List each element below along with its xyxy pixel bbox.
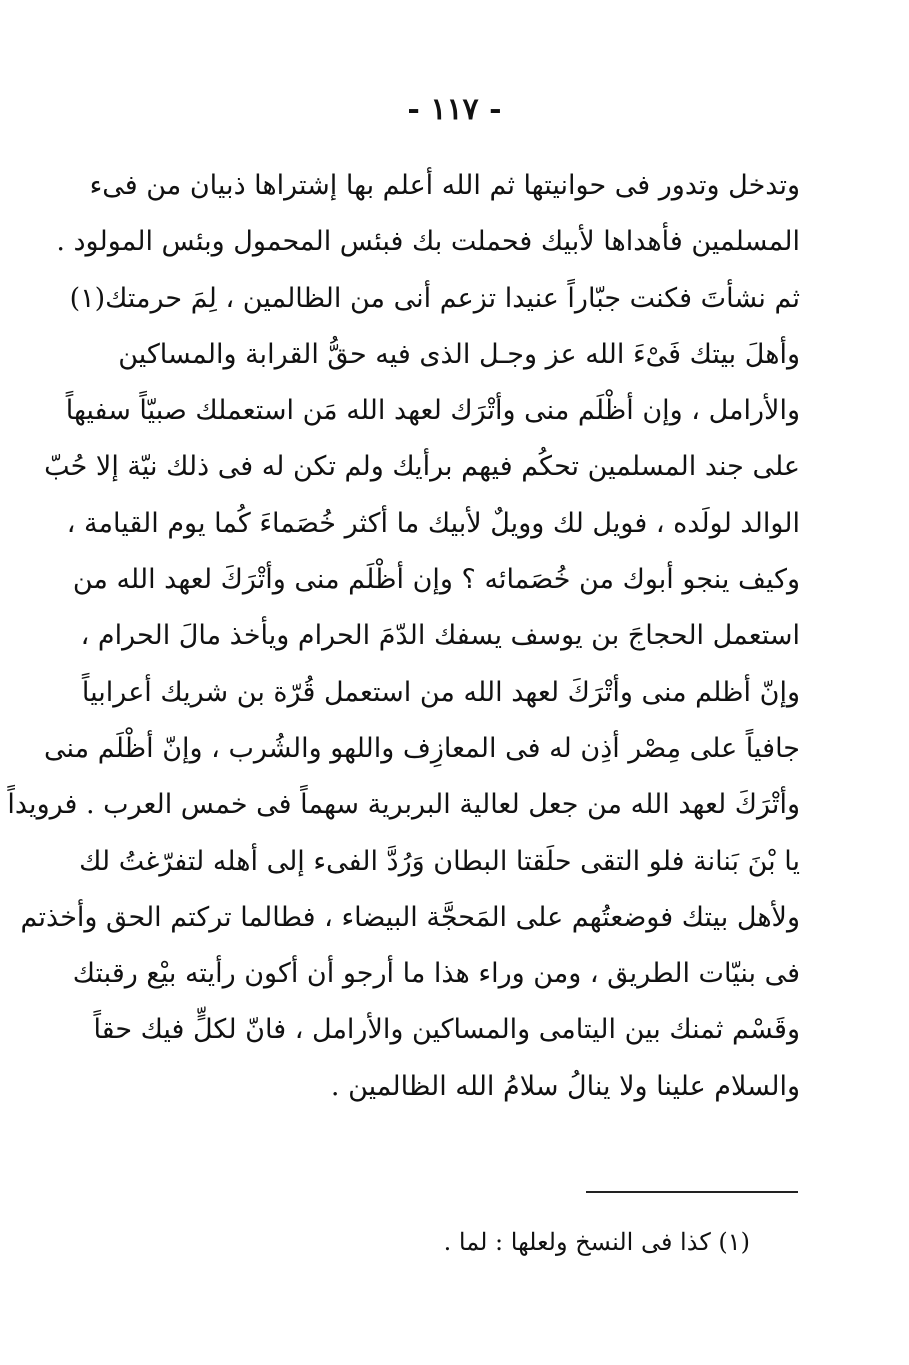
text-line: ولأهل بيتك فوضعتُهم على المَحجَّة البيضاء ، فطالما تركتم الحق وأخذتم: [20, 901, 800, 933]
text-line: وتدخل وتدور فى حوانيتها ثم الله أعلم بها إشتراها ذبيان من فىء: [89, 170, 800, 201]
text-line: فى بنيّات الطريق ، ومن وراء هذا ما أرجو أن أكون رأيته بيْع رقبتك: [72, 958, 800, 990]
body-text: [7, 158, 800, 1115]
page-number: - ١١٧ -: [407, 92, 502, 127]
text-line: جافياً على مِصْر أذِن له فى المعازِف واللهو والشُرب ، وإنّ أظْلَم منى: [44, 732, 800, 764]
footnote: (١) كذا فى النسخ ولعلها : لما .: [443, 1228, 750, 1256]
text-line: استعمل الحجاجَ بن يوسف يسفك الدّمَ الحرام ويأخذ مالَ الحرام ،: [80, 620, 800, 652]
text-line: والسلام علينا ولا ينالُ سلامُ الله الظالمين .: [330, 1070, 800, 1102]
text-line: على جند المسلمين تحكُم فيهم برأيك ولم تكن له فى ذلك نيّة إلا حُبّ: [44, 451, 800, 483]
text-line: يا بْنَ بَنانة فلو التقى حلَقتا البطان وَرُدَّ الفىء إلى أهله لتفرّغتُ لك: [79, 845, 800, 877]
text-line: وكيف ينجو أبوك من خُصَمائه ؟ وإن أظْلَم منى وأتْرَكَ لعهد الله من: [72, 564, 800, 596]
text-line: وأهلَ بيتك فَىْءَ الله عز وجـل الذى فيه حقُّ القرابة والمساكين: [118, 338, 800, 370]
text-line: والأرامل ، وإن أظْلَم منى وأتْرَك لعهد الله مَن استعملك صبيّاً سفيهاً: [65, 395, 800, 427]
text-line: وإنّ أظلم منى وأتْرَكَ لعهد الله من استعمل قُرّة بن شريك أعرابياً: [81, 676, 800, 708]
text-line: الوالد لولَده ، فويل لك وويلٌ لأبيك ما أكثر خُصَماءَ كُما يوم القيامة ،: [66, 507, 800, 539]
text-line: وأتْرَكَ لعهد الله من جعل لعالية البربرية سهماً فى خمس العرب . فرويداً: [7, 789, 800, 821]
footnote-divider: [586, 1191, 798, 1193]
text-line: ثم نشأتَ فكنت جبّاراً عنيدا تزعم أنى من الظالمين ، لِمَ حرمتك(١): [69, 282, 800, 314]
text-line: المسلمين فأهداها لأبيك فحملت بك فبئس المحمول وبئس المولود .: [56, 226, 800, 258]
text-line: وقَسْم ثمنك بين اليتامى والمساكين والأرامل ، فانّ لكلٍّ فيك حقاً: [93, 1014, 800, 1046]
